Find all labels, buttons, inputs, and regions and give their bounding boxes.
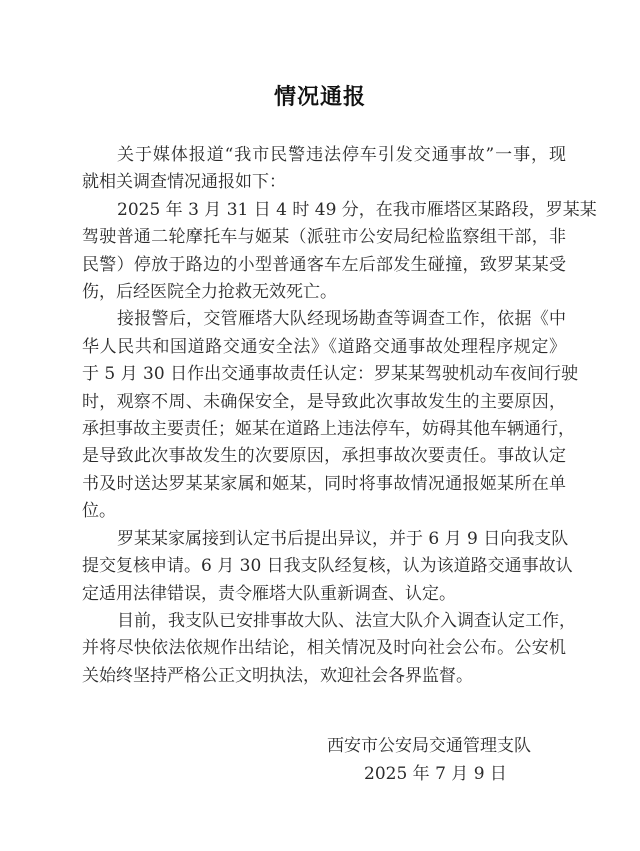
paragraph-line: 就相关调查情况通报如下： bbox=[82, 172, 286, 193]
paragraph-line: 承担事故主要责任；姬某在道路上违法停车，妨碍其他车辆通行， bbox=[82, 419, 575, 440]
paragraph-line: 定适用法律错误，责令雁塔大队重新调查、认定。 bbox=[82, 583, 456, 604]
paragraph-line: 华人民共和国道路交通安全法》《道路交通事故处理程序规定》 bbox=[82, 336, 566, 357]
paragraph-line: 提交复核申请。6 月 30 日我支队经复核，认为该道路交通事故认 bbox=[82, 556, 573, 577]
paragraph-line: 罗某某家属接到认定书后提出异议，并于 6 月 9 日向我支队 bbox=[117, 528, 569, 549]
document-body bbox=[82, 142, 597, 690]
paragraph-line: 并将尽快依法依规作出结论，相关情况及时向社会公布。公安机 bbox=[82, 638, 566, 659]
paragraph-line: 关于媒体报道“我市民警违法停车引发交通事故”一事，现 bbox=[117, 145, 566, 165]
paragraph bbox=[82, 526, 573, 608]
paragraph-line: 是导致此次事故发生的次要原因，承担事故次要责任。事故认定 bbox=[82, 446, 566, 467]
paragraph bbox=[82, 608, 576, 690]
paragraph-line: 民警）停放于路边的小型普通客车左后部发生碰撞，致罗某某受 bbox=[82, 254, 566, 275]
paragraph bbox=[82, 306, 579, 525]
paragraph-line: 位。 bbox=[82, 501, 116, 522]
paragraph-line: 书及时送达罗某某家属和姬某，同时将事故情况通报姬某所在单 bbox=[82, 473, 566, 494]
paragraph-line: 关始终坚持严格公正文明执法，欢迎社会各界监督。 bbox=[82, 665, 473, 686]
paragraph-line: 驾驶普通二轮摩托车与姬某（派驻市公安局纪检监察组干部，非 bbox=[82, 227, 566, 248]
paragraph-line: 伤，后经医院全力抢救无效死亡。 bbox=[82, 282, 337, 303]
paragraph-line: 于 5 月 30 日作出交通事故责任认定：罗某某驾驶机动车夜间行驶 bbox=[82, 364, 579, 385]
paragraph-line: 2025 年 3 月 31 日 4 时 49 分，在我市雁塔区某路段，罗某某 bbox=[117, 199, 597, 220]
signature-organization: 西安市公安局交通管理支队 bbox=[327, 736, 531, 757]
signature-date: 2025 年 7 月 9 日 bbox=[364, 764, 507, 785]
paragraph-line: 时，观察不周、未确保安全，是导致此次事故发生的主要原因， bbox=[82, 391, 566, 412]
paragraph bbox=[82, 142, 566, 197]
paragraph-line: 接报警后，交管雁塔大队经现场勘查等调查工作，依据《中 bbox=[117, 309, 566, 330]
paragraph-line: 目前，我支队已安排事故大队、法宣大队介入调查认定工作， bbox=[117, 610, 576, 631]
document-title: 情况通报 bbox=[273, 84, 366, 110]
paragraph bbox=[82, 197, 597, 307]
